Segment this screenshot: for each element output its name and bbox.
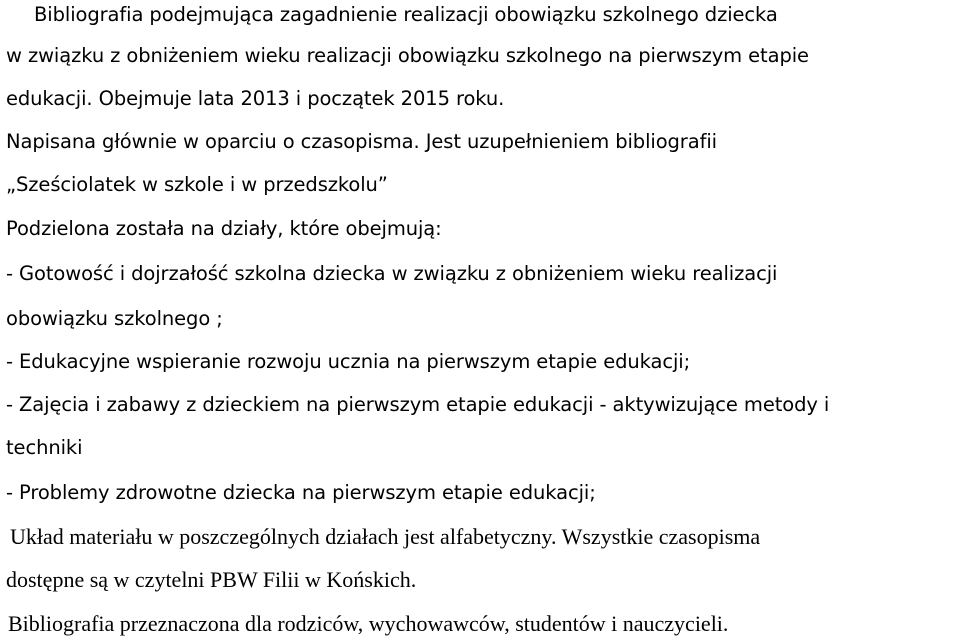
arrangement-line-2: dostępne są w czytelni PBW Filii w Końskich.: [6, 567, 417, 592]
intro-line-2: w związku z obniżeniem wieku realizacji obowiązku szkolnego na pierwszym etapie: [6, 44, 809, 67]
section-item-1-line-2: obowiązku szkolnego ;: [6, 307, 223, 330]
sections-intro: Podzielona została na działy, które obejmują:: [6, 217, 442, 240]
section-item-3-line-1: - Zajęcia i zabawy z dzieckiem na pierwszym etapie edukacji - aktywizujące metody i: [6, 393, 830, 416]
basis-line-2: „Sześciolatek w szkole i w przedszkolu”: [6, 173, 388, 196]
intro-line-1: Bibliografia podejmująca zagadnienie realizacji obowiązku szkolnego dziecka: [34, 3, 778, 26]
section-item-4: - Problemy zdrowotne dziecka na pierwszym etapie edukacji;: [6, 481, 596, 504]
basis-line-1: Napisana głównie w oparciu o czasopisma. Jest uzupełnieniem bibliografii: [6, 130, 717, 153]
arrangement-line-1: Układ materiału w poszczególnych działach jest alfabetyczny. Wszystkie czasopisma: [10, 524, 761, 549]
intro-line-3: edukacji. Obejmuje lata 2013 i początek 2015 roku.: [6, 87, 505, 110]
section-item-1-line-1: - Gotowość i dojrzałość szkolna dziecka w związku z obniżeniem wieku realizacji: [6, 262, 778, 285]
section-item-3-line-2: techniki: [6, 436, 83, 459]
section-item-2: - Edukacyjne wspieranie rozwoju ucznia na pierwszym etapie edukacji;: [6, 350, 691, 373]
audience-line: Bibliografia przeznaczona dla rodziców, wychowawców, studentów i nauczycieli.: [8, 611, 729, 636]
